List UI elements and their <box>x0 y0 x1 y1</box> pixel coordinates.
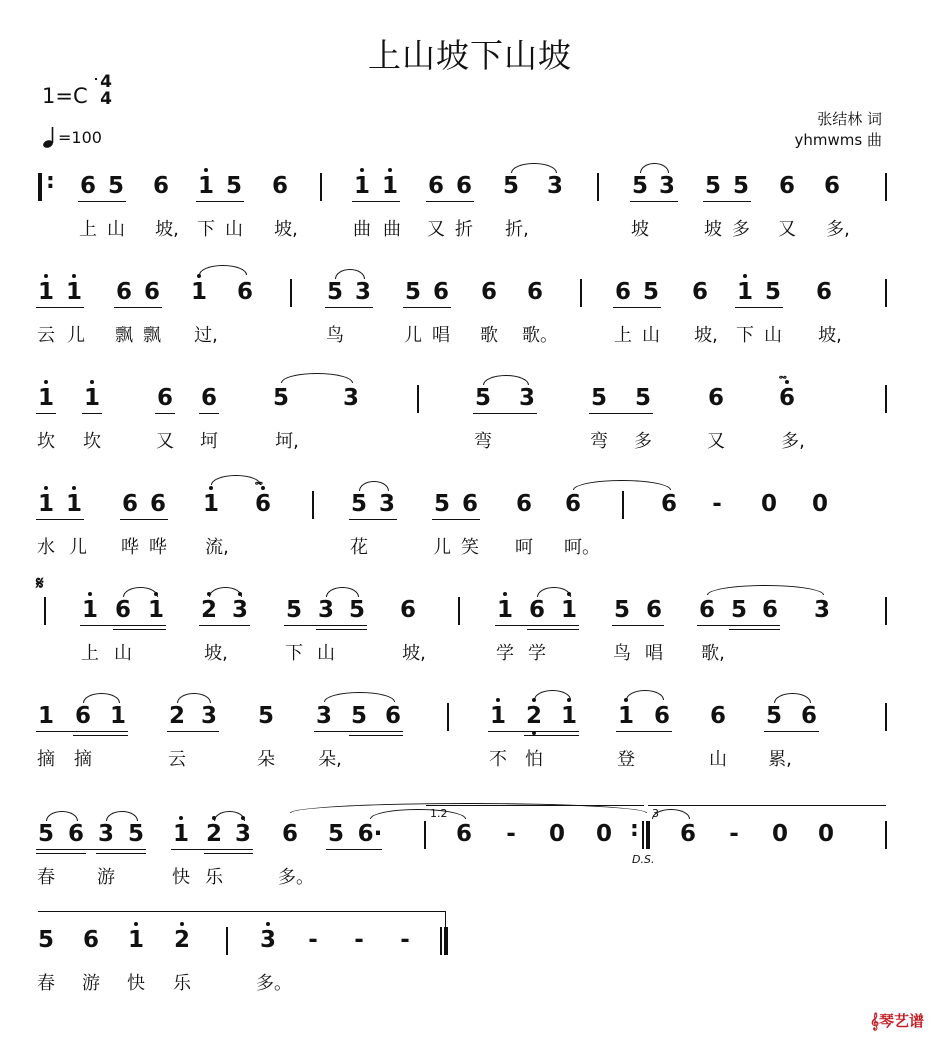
lyric: 游 <box>97 867 115 888</box>
note: 1 <box>173 819 189 849</box>
note: 5 <box>764 279 782 305</box>
note: 3 <box>200 703 218 729</box>
note: 5 <box>502 173 520 199</box>
note: 2 <box>201 595 217 625</box>
note: 1 <box>737 277 753 307</box>
note: 3 <box>518 385 536 411</box>
lyric: 弯 <box>474 431 492 452</box>
note: 2 <box>206 819 222 849</box>
note: 3 <box>342 385 360 411</box>
lyric: 唱 <box>432 325 450 346</box>
repeat-end-dots: : <box>630 817 639 842</box>
lyric: 歌。 <box>522 325 558 346</box>
note: 0 <box>771 821 789 847</box>
lyric: 学 <box>496 643 514 664</box>
lyric: 飘 <box>143 325 161 346</box>
note: 6 <box>67 821 85 847</box>
lyric: 云 <box>168 749 186 770</box>
note: 6 <box>79 173 97 199</box>
note: 3 <box>315 703 333 729</box>
lyric: 摘 <box>37 749 55 770</box>
note: 5 <box>327 821 345 847</box>
note: 6 <box>255 489 271 519</box>
note: 5 <box>37 821 55 847</box>
note: 5 <box>107 173 125 199</box>
ds-marking: D.S. <box>632 853 655 866</box>
lyric: 多 <box>634 431 652 452</box>
note: - <box>712 491 722 517</box>
note: 6 <box>455 821 473 847</box>
lyric: 哗 <box>149 537 167 558</box>
note: 6 <box>698 597 716 623</box>
note: 5 <box>272 385 290 411</box>
lyric: 折, <box>505 219 529 240</box>
note: - <box>400 927 410 953</box>
note: 6 <box>455 173 473 199</box>
lyric: 过, <box>194 325 218 346</box>
note: 3 <box>317 597 335 623</box>
note: 6 <box>399 597 417 623</box>
note: 5 <box>37 927 55 953</box>
lyric: 上 <box>614 325 632 346</box>
lyric: 又 <box>427 219 445 240</box>
note: 5 <box>704 173 722 199</box>
note: 6 <box>528 597 546 623</box>
lyric: 怕 <box>525 749 543 770</box>
note: 6 <box>149 491 167 517</box>
lyric: 坡, <box>204 643 228 664</box>
lyric: 鸟 <box>613 643 631 664</box>
note: 1 <box>66 489 82 519</box>
note: 3 <box>97 821 115 847</box>
note: 5 <box>404 279 422 305</box>
tempo-marking <box>42 125 102 149</box>
note: 0 <box>817 821 835 847</box>
note: 6 <box>114 597 132 623</box>
lyric: 坎 <box>83 431 101 452</box>
note: 1 <box>198 171 214 201</box>
note: 5 <box>590 385 608 411</box>
note: 1 <box>561 595 577 625</box>
note: 6 <box>679 821 697 847</box>
note: 6 <box>709 703 727 729</box>
note: 5 <box>642 279 660 305</box>
note: 5 <box>350 491 368 517</box>
time-denominator: 4 <box>100 89 112 109</box>
note: 3 <box>813 597 831 623</box>
note: 1 <box>497 595 513 625</box>
lyric: 又 <box>778 219 796 240</box>
lyric: 下 <box>736 325 754 346</box>
note: 2 <box>168 703 186 729</box>
lyric: 春 <box>37 867 55 888</box>
lyric: 曲 <box>353 219 371 240</box>
lyric: 乐 <box>205 867 223 888</box>
note: 5 <box>631 173 649 199</box>
note: 6 <box>121 491 139 517</box>
note: 1 <box>82 595 98 625</box>
volta-1-label: 1.2 <box>430 807 448 820</box>
lyric: 多。 <box>256 973 292 994</box>
key-signature: 1=C <box>42 84 88 108</box>
note: 1 <box>191 277 207 307</box>
note: 6 <box>779 383 795 413</box>
lyric: 多。 <box>278 867 314 888</box>
note: 6 <box>526 279 544 305</box>
lyric: 不 <box>489 749 507 770</box>
lyric: 儿 <box>404 325 422 346</box>
note: 6 <box>152 173 170 199</box>
note: 6 <box>384 703 402 729</box>
lyric: 坷, <box>275 431 299 452</box>
lyric: 学 <box>528 643 546 664</box>
mordent-icon: 𝆗 <box>255 474 263 490</box>
note: - <box>308 927 318 953</box>
note: 6 <box>143 279 161 305</box>
lyric: 上 <box>81 643 99 664</box>
note: 5 <box>634 385 652 411</box>
lyric: 儿 <box>67 325 85 346</box>
note: 5 <box>765 703 783 729</box>
lyric: 坡, <box>402 643 426 664</box>
note: 6 <box>515 491 533 517</box>
note: 5 <box>285 597 303 623</box>
lyric: 多 <box>732 219 750 240</box>
note: 6 <box>815 279 833 305</box>
note: 3 <box>260 925 276 955</box>
segno-icon: 𝄋 <box>36 573 44 594</box>
lyric: 山 <box>225 219 243 240</box>
note: - <box>354 927 364 953</box>
note: 1 <box>382 171 398 201</box>
lyric: 山 <box>709 749 727 770</box>
note: 1 <box>148 595 164 625</box>
note: 5 <box>350 703 368 729</box>
note: 5 <box>730 597 748 623</box>
note: 6 <box>480 279 498 305</box>
note: 6 <box>115 279 133 305</box>
lyric: 歌 <box>480 325 498 346</box>
mordent-icon: 𝆗 <box>779 368 787 384</box>
lyric: 呵。 <box>564 537 600 558</box>
time-signature <box>95 74 117 108</box>
note: 1 <box>354 171 370 201</box>
note: 5 <box>732 173 750 199</box>
lyric: 游 <box>82 973 100 994</box>
note: 6· <box>357 821 383 847</box>
lyric: 坡 <box>631 219 649 240</box>
lyric: 摘 <box>74 749 92 770</box>
lyric: 飘 <box>115 325 133 346</box>
lyric: 山 <box>114 643 132 664</box>
logo-text: 琴艺谱 <box>878 1012 924 1030</box>
lyric: 呵 <box>515 537 533 558</box>
note: 6 <box>82 927 100 953</box>
note: 6 <box>778 173 796 199</box>
note: 1 <box>561 701 577 731</box>
note: 5 <box>348 597 366 623</box>
note: 5 <box>127 821 145 847</box>
note: 5 <box>326 279 344 305</box>
note: 6 <box>74 703 92 729</box>
lyric: 山 <box>107 219 125 240</box>
lyric: 多, <box>781 431 805 452</box>
note: - <box>729 821 739 847</box>
lyric: 多, <box>826 219 850 240</box>
note: 3 <box>546 173 564 199</box>
note: 1 <box>66 277 82 307</box>
lyric: 坡, <box>274 219 298 240</box>
note: 1 <box>128 925 144 955</box>
note: 6 <box>432 279 450 305</box>
note: 6 <box>645 597 663 623</box>
volta-2-label: 3 <box>652 807 659 820</box>
lyric: 唱 <box>645 643 663 664</box>
note: 6 <box>614 279 632 305</box>
note: 3 <box>354 279 372 305</box>
lyric: 弯 <box>590 431 608 452</box>
note: 0 <box>595 821 613 847</box>
lyric: 儿 <box>69 537 87 558</box>
note: 1 <box>203 489 219 519</box>
note: 5 <box>433 491 451 517</box>
lyric: 山 <box>642 325 660 346</box>
lyric: 朵, <box>318 749 342 770</box>
note: 6 <box>461 491 479 517</box>
lyric: 山 <box>764 325 782 346</box>
note: 6 <box>564 491 582 517</box>
note: 1 <box>37 703 55 729</box>
lyric: 花 <box>350 537 368 558</box>
note: 0 <box>548 821 566 847</box>
note: 1 <box>38 489 54 519</box>
lyric: 坷 <box>200 431 218 452</box>
note: 3 <box>235 819 251 849</box>
lyric: 曲 <box>383 219 401 240</box>
note: 3 <box>658 173 676 199</box>
note: 6 <box>653 703 671 729</box>
note: 2 <box>526 701 542 731</box>
note: 6 <box>236 279 254 305</box>
lyric: 山 <box>317 643 335 664</box>
lyric: 乐 <box>173 973 191 994</box>
note: 3 <box>232 595 248 625</box>
lyric: 儿 <box>433 537 451 558</box>
lyric: 水 <box>37 537 55 558</box>
lyric: 又 <box>156 431 174 452</box>
lyric: 快 <box>127 973 145 994</box>
note: 1 <box>84 383 100 413</box>
lyric: 累, <box>768 749 792 770</box>
lyric: 下 <box>285 643 303 664</box>
note: 1 <box>38 383 54 413</box>
lyric: 又 <box>707 431 725 452</box>
lyric: 坡, <box>694 325 718 346</box>
lyric: 流, <box>205 537 229 558</box>
note: 6 <box>660 491 678 517</box>
note: 6 <box>271 173 289 199</box>
time-numerator: 4 <box>100 72 112 92</box>
lyric: 鸟 <box>326 325 344 346</box>
note: 0 <box>760 491 778 517</box>
lyric: 朵 <box>257 749 275 770</box>
tempo-value: =100 <box>58 128 102 147</box>
lyric: 登 <box>617 749 635 770</box>
note: 6 <box>707 385 725 411</box>
lyric: 歌, <box>701 643 725 664</box>
lyric: 云 <box>37 325 55 346</box>
logo-mark-icon: 𝄞 <box>870 1012 879 1030</box>
lyric: 下 <box>197 219 215 240</box>
note: 5 <box>613 597 631 623</box>
note: 6 <box>427 173 445 199</box>
lyric: 哗 <box>121 537 139 558</box>
lyric: 折 <box>455 219 473 240</box>
note: 5 <box>225 173 243 199</box>
lyric: 坡 <box>704 219 722 240</box>
note: 6 <box>823 173 841 199</box>
lyricist-credit: 张结林 词 <box>817 110 882 128</box>
quarter-note-icon <box>42 125 58 149</box>
note: - <box>506 821 516 847</box>
lyric: 坡, <box>818 325 842 346</box>
lyric: 上 <box>79 219 97 240</box>
composer-credit: yhmwms 曲 <box>794 131 882 149</box>
repeat-start-dots: : <box>46 169 55 194</box>
note: 3 <box>378 491 396 517</box>
note: 1 <box>618 701 634 731</box>
note: 6 <box>691 279 709 305</box>
lyric: 坎 <box>37 431 55 452</box>
lyric: 快 <box>172 867 190 888</box>
note: 6 <box>200 385 218 411</box>
note: 0 <box>811 491 829 517</box>
note: 6 <box>800 703 818 729</box>
note: 1 <box>490 701 506 731</box>
note: 1 <box>109 703 127 729</box>
lyric: 笑 <box>461 537 479 558</box>
note: 6 <box>761 597 779 623</box>
note: 2 <box>174 925 190 955</box>
lyric: 春 <box>37 973 55 994</box>
note: 6 <box>281 821 299 847</box>
page-title: 上山坡下山坡 <box>368 36 572 75</box>
note: 1 <box>38 277 54 307</box>
note: 6 <box>156 385 174 411</box>
site-logo <box>870 1010 924 1031</box>
note: 5 <box>257 703 275 729</box>
lyric: 坡, <box>155 219 179 240</box>
note: 5 <box>474 385 492 411</box>
